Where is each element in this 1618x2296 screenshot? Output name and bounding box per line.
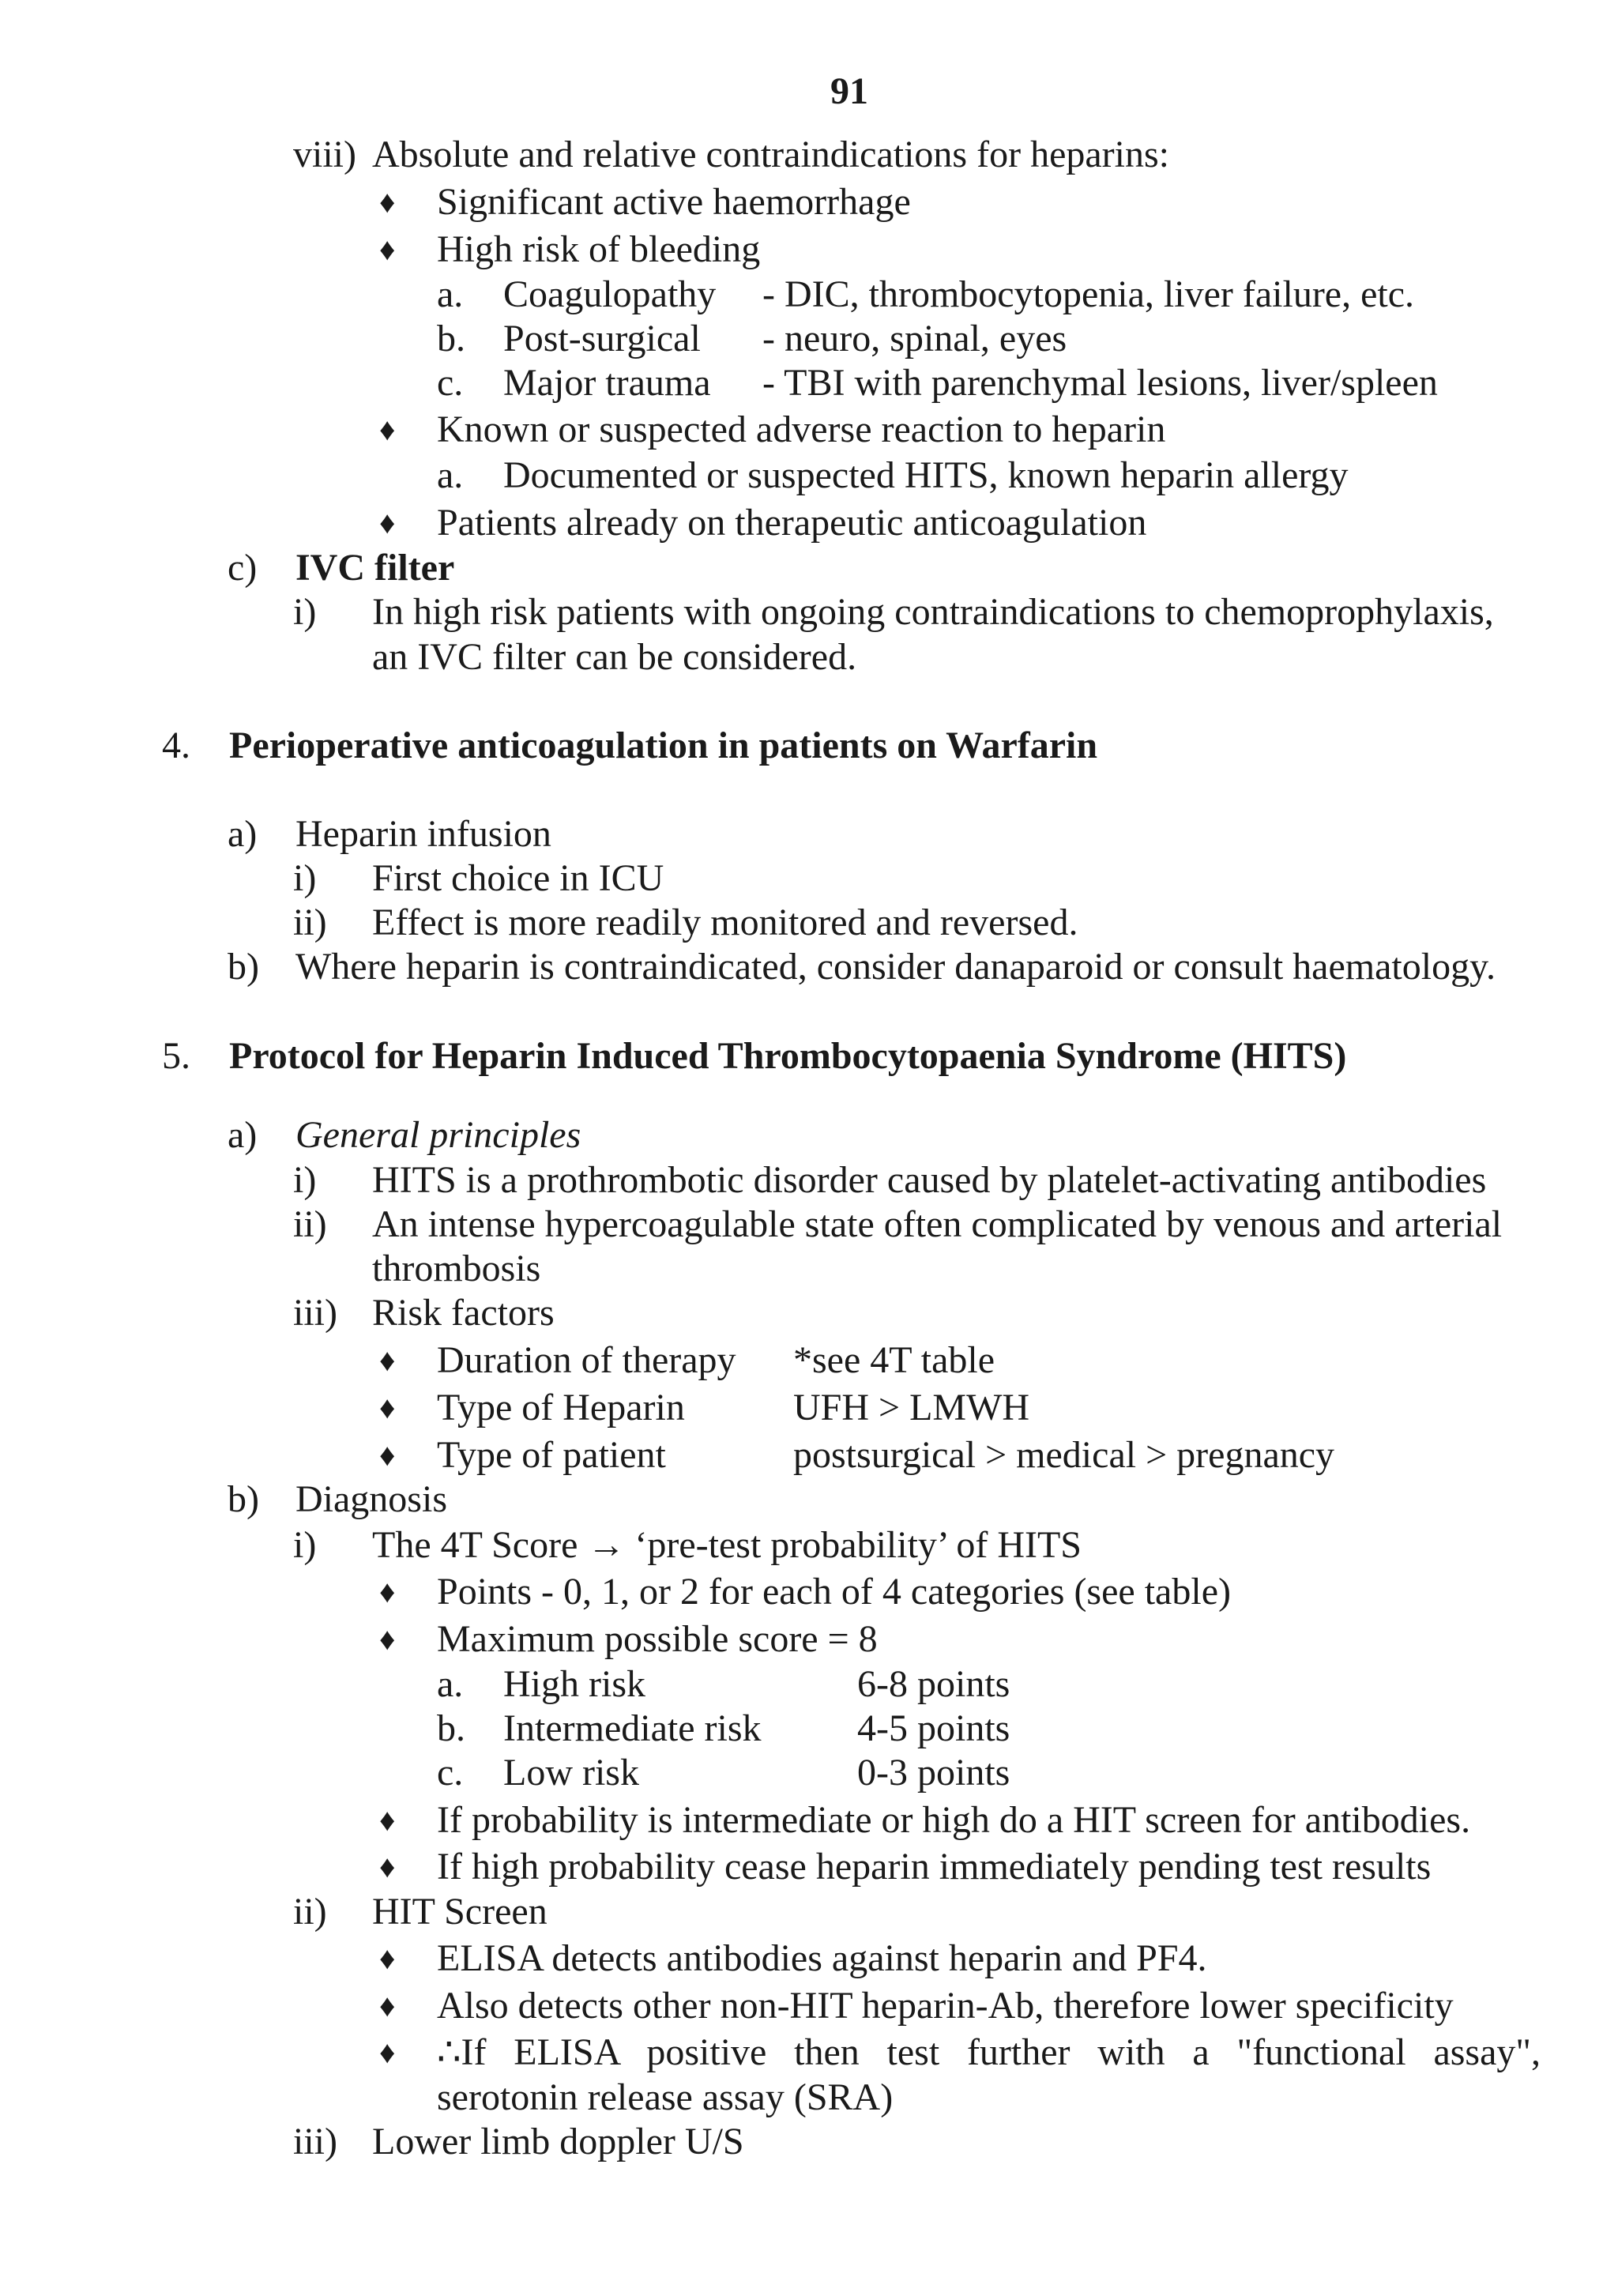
hits-definition-text: HITS is a prothrombotic disorder caused by platelet-activating antibodies — [372, 1159, 1487, 1201]
sub-text: Documented or suspected HITS, known heparin allergy — [503, 454, 1349, 496]
sub-desc: - TBI with parenchymal lesions, liver/spleen — [762, 362, 1438, 404]
item-number-i: i) — [293, 857, 317, 899]
risk-level-points: 0-3 points — [857, 1752, 1010, 1794]
bullet-diamond-icon: ♦ — [379, 1390, 396, 1425]
bullet-diamond-icon: ♦ — [379, 412, 396, 447]
item-number-ii: ii) — [293, 901, 327, 943]
item-letter-a: a) — [228, 813, 258, 855]
danaparoid-text: Where heparin is contraindicated, consider danaparoid or consult haematology. — [295, 946, 1496, 988]
item-letter-c: c) — [228, 547, 258, 589]
ivc-text-line1: In high risk patients with ongoing contraindications to chemoprophylaxis, — [372, 591, 1494, 633]
item-number-ii: ii) — [293, 1891, 327, 1933]
sub-term: Major trauma — [503, 362, 711, 404]
non-hit-text: Also detects other non-HIT heparin-Ab, therefore lower specificity — [437, 1985, 1454, 2027]
contra-bullet-adverse-reaction: Known or suspected adverse reaction to heparin — [437, 408, 1166, 450]
bullet-diamond-icon: ♦ — [379, 2034, 396, 2070]
risk-factors-heading: Risk factors — [372, 1292, 555, 1334]
sub-letter: b. — [437, 1707, 465, 1749]
max-score-text: Maximum possible score = 8 — [437, 1618, 878, 1660]
item-number-iii: iii) — [293, 2121, 337, 2162]
diagnosis-heading: Diagnosis — [295, 1478, 447, 1520]
sub-desc: - neuro, spinal, eyes — [762, 318, 1067, 359]
risk-term: Type of patient — [437, 1434, 666, 1476]
risk-level-label: High risk — [503, 1663, 645, 1705]
page-number: 91 — [830, 70, 868, 112]
sub-letter: c. — [437, 362, 464, 404]
risk-level-points: 6-8 points — [857, 1663, 1010, 1705]
bullet-diamond-icon: ♦ — [379, 1621, 396, 1657]
4t-score-text: The 4T Score → ‘pre-test probability’ of HITS — [372, 1524, 1082, 1566]
risk-level-points: 4-5 points — [857, 1707, 1010, 1749]
ivc-text-line2: an IVC filter can be considered. — [372, 636, 857, 678]
bullet-diamond-icon: ♦ — [379, 1988, 396, 2023]
item-number-ii: ii) — [293, 1203, 327, 1245]
contra-bullet-bleeding-risk: High risk of bleeding — [437, 228, 761, 270]
elisa-detects-text: ELISA detects antibodies against heparin and PF4. — [437, 1937, 1207, 1979]
item-number-i: i) — [293, 1159, 317, 1201]
contraindications-heading: Absolute and relative contraindications for heparins: — [372, 134, 1170, 175]
sub-term: Coagulopathy — [503, 273, 717, 315]
bullet-diamond-icon: ♦ — [379, 231, 396, 267]
intermediate-high-text: If probability is intermediate or high do a HIT screen for antibodies. — [437, 1799, 1471, 1841]
section-4-heading: Perioperative anticoagulation in patients on Warfarin — [229, 725, 1098, 766]
sub-desc: - DIC, thrombocytopenia, liver failure, etc. — [762, 273, 1415, 315]
doppler-text: Lower limb doppler U/S — [372, 2121, 744, 2162]
points-text: Points - 0, 1, or 2 for each of 4 categories (see table) — [437, 1571, 1231, 1613]
hypercoagulable-text-line2: thrombosis — [372, 1248, 541, 1289]
item-letter-b: b) — [228, 1478, 259, 1520]
sub-letter: c. — [437, 1752, 464, 1794]
bullet-diamond-icon: ♦ — [379, 1940, 396, 1976]
risk-term: Type of Heparin — [437, 1387, 685, 1428]
elisa-positive-text-line2: serotonin release assay (SRA) — [437, 2076, 894, 2118]
ivc-filter-heading: IVC filter — [295, 547, 455, 589]
sub-term: Post-surgical — [503, 318, 701, 359]
risk-level-label: Intermediate risk — [503, 1707, 762, 1749]
section-5-heading: Protocol for Heparin Induced Thrombocytopaenia Syndrome (HITS) — [229, 1035, 1347, 1077]
item-number-i: i) — [293, 1524, 317, 1566]
item-number-viii: viii) — [293, 134, 356, 175]
hypercoagulable-text-line1: An intense hypercoagulable state often complicated by venous and arterial — [372, 1203, 1503, 1245]
bullet-diamond-icon: ♦ — [379, 1802, 396, 1838]
item-letter-b: b) — [228, 946, 259, 988]
effect-text: Effect is more readily monitored and reversed. — [372, 901, 1078, 943]
bullet-diamond-icon: ♦ — [379, 1437, 396, 1473]
sub-letter: b. — [437, 318, 465, 359]
bullet-diamond-icon: ♦ — [379, 1574, 396, 1609]
cease-heparin-text: If high probability cease heparin immediately pending test results — [437, 1846, 1432, 1888]
sub-letter: a. — [437, 273, 464, 315]
risk-term: Duration of therapy — [437, 1339, 736, 1381]
bullet-diamond-icon: ♦ — [379, 184, 396, 220]
general-principles-heading: General principles — [295, 1114, 581, 1156]
bullet-diamond-icon: ♦ — [379, 505, 396, 540]
risk-level-label: Low risk — [503, 1752, 639, 1794]
risk-value: *see 4T table — [793, 1339, 995, 1381]
sub-letter: a. — [437, 454, 464, 496]
bullet-diamond-icon: ♦ — [379, 1849, 396, 1884]
section-number-4: 4. — [162, 725, 190, 766]
item-number-i: i) — [293, 591, 317, 633]
item-number-iii: iii) — [293, 1292, 337, 1334]
first-choice-text: First choice in ICU — [372, 857, 664, 899]
risk-value: UFH > LMWH — [793, 1387, 1030, 1428]
contra-bullet-haemorrhage: Significant active haemorrhage — [437, 181, 911, 223]
item-letter-a: a) — [228, 1114, 258, 1156]
bullet-diamond-icon: ♦ — [379, 1342, 396, 1378]
heparin-infusion-text: Heparin infusion — [295, 813, 551, 855]
elisa-positive-text-line1: ∴If ELISA positive then test further with a "functional assay", — [437, 2031, 1541, 2073]
sub-letter: a. — [437, 1663, 464, 1705]
risk-value: postsurgical > medical > pregnancy — [793, 1434, 1335, 1476]
hit-screen-heading: HIT Screen — [372, 1891, 547, 1933]
section-number-5: 5. — [162, 1035, 190, 1077]
contra-bullet-anticoagulation: Patients already on therapeutic anticoagulation — [437, 502, 1147, 544]
